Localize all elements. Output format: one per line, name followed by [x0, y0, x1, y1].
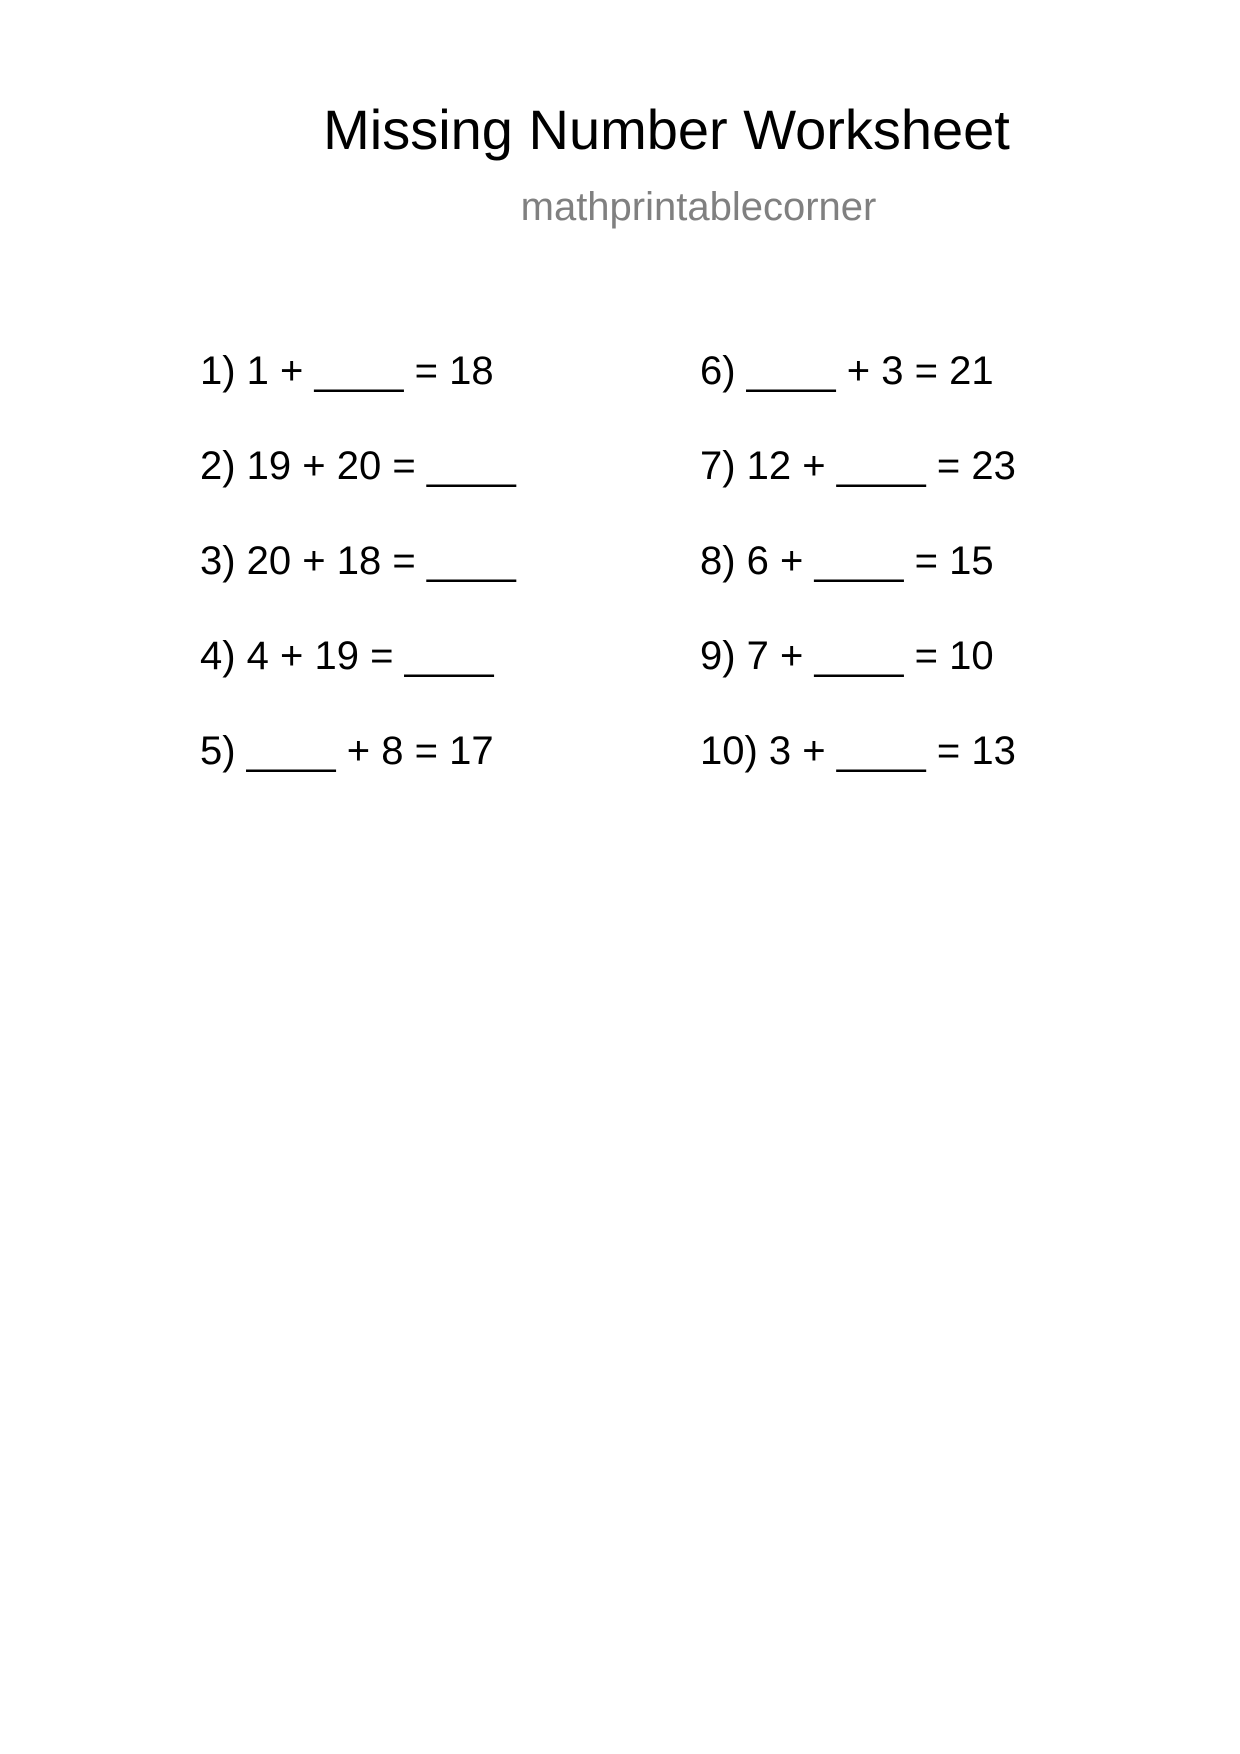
- problems-column-left: [200, 347, 700, 822]
- problem-2: 2) 19 + 20 = ____: [200, 444, 516, 488]
- problem-5: 5) ____ + 8 = 17: [200, 729, 494, 773]
- problem-9: 9) 7 + ____ = 10: [700, 634, 994, 678]
- problem-10: 10) 3 + ____ = 13: [700, 729, 1016, 773]
- problem-4: 4) 4 + 19 = ____: [200, 634, 494, 678]
- page-subtitle: mathprintablecorner: [520, 185, 877, 229]
- problem-6: 6) ____ + 3 = 21: [700, 349, 994, 393]
- problem-1: 1) 1 + ____ = 18: [200, 349, 494, 393]
- page-title: Missing Number Worksheet: [323, 98, 1010, 161]
- problem-3: 3) 20 + 18 = ____: [200, 539, 516, 583]
- problem-7: 7) 12 + ____ = 23: [700, 444, 1016, 488]
- problem-8: 8) 6 + ____ = 15: [700, 539, 994, 583]
- problems-column-right: [700, 347, 1200, 822]
